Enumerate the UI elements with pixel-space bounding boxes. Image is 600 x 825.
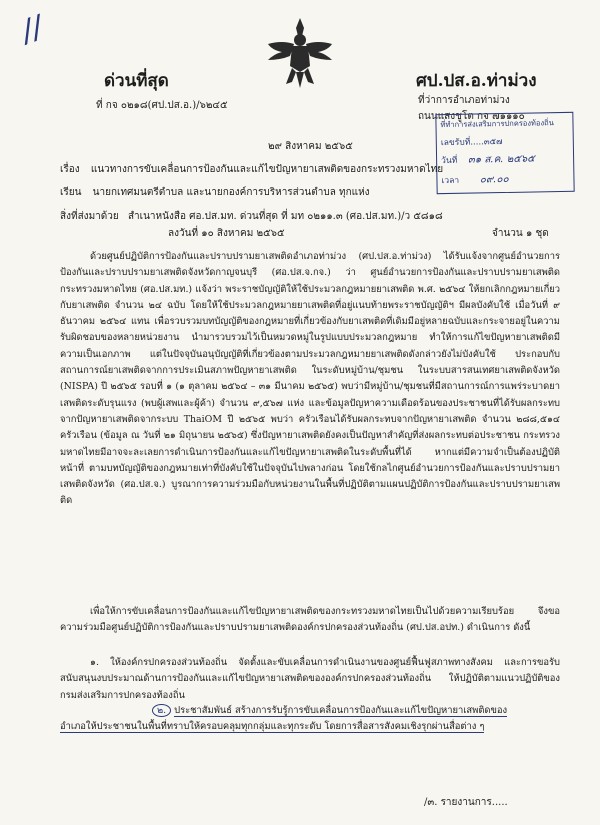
sender-org: ศป.ปส.อ.ท่าม่วง — [416, 71, 537, 91]
subject-text: แนวทางการขับเคลื่อนการป้องกันและแก้ไขปัญหายาเสพติดของกระทรวงมหาดไทย — [90, 164, 444, 175]
body-paragraph-2 — [60, 604, 560, 637]
stamp-time-value: ๐๙.๐๐ — [479, 173, 509, 186]
recipient-text: นายกเทศมนตรีตำบล และนายกองค์การบริหารส่วนตำบล ทุกแห่ง — [92, 187, 370, 198]
document-date: ๒๙ สิงหาคม ๒๕๖๕ — [268, 141, 353, 152]
subject-line — [60, 163, 443, 176]
address-line-2: ถนนแสงชูโต กจ ๗๑๑๑๐ — [418, 111, 525, 122]
stamp-date-label: วันที่ — [441, 155, 458, 167]
item-2-first-line: ประชาสัมพันธ์ สร้างการรับรู้การขับเคลื่อนการป้องกันและแก้ไขปัญหายาเสพติดของ — [174, 705, 508, 716]
reference-line — [60, 210, 443, 223]
reference-quantity: จำนวน ๑ ชุด — [492, 228, 549, 239]
list-item-1 — [60, 655, 560, 704]
paragraph-2-text: เพื่อให้การขับเคลื่อนการป้องกันและแก้ไขปัญหายาเสพติดของกระทรวงมหาดไทยเป็นไปด้วยความเรียบร้อย จึงขอความร่วมมือศูนย์ปฏิบัติการป้องกันและปราบปรามยาเสพติดองค์กรปกครองส่วนท้องถิ่น (ศป.ปส.อปท.) ดำเนินการ ดังนี้ — [60, 606, 560, 634]
subject-label: เรื่อง — [60, 164, 80, 175]
stamp-received-number: เลขรับที่.....๓๕๗ — [440, 137, 503, 149]
stamp-date — [441, 151, 535, 168]
item-2-second-line: อำเภอให้ประชาชนในพื้นที่ทราบให้ครอบคลุมทุกกลุ่มและทุกระดับ โดยการสื่อสารสังคมเชิงรุกผ่านสื่อต่าง ๆ — [60, 721, 485, 733]
urgency-label: ด่วนที่สุด — [104, 71, 169, 91]
reference-text: สำเนาหนังสือ ศอ.ปส.มท. ด่วนที่สุด ที่ มท ๐๒๑๑.๓ (ศอ.ปส.มท.)/ว ๕๘๑๘ — [127, 211, 443, 222]
reference-label: สิ่งที่ส่งมาด้วย — [60, 211, 119, 222]
item-2-number: ๒. — [152, 704, 171, 717]
page-continuation: /๓. รายงานการ..... — [424, 797, 508, 808]
handwritten-mark: // — [16, 9, 48, 50]
reference-date: ลงวันที่ ๑๐ สิงหาคม ๒๕๖๕ — [168, 228, 285, 239]
receiving-stamp — [435, 112, 574, 194]
stamp-date-value: ๓๑ ส.ค. ๒๕๖๕ — [467, 153, 535, 166]
item-1-text: ๑. ให้องค์กรปกครองส่วนท้องถิ่น จัดตั้งและขับเคลื่อนการดำเนินงานของศูนย์ฟื้นฟูสภาพทางสังคม และการขอรับสนับสนุนงบประมาณด้านการป้องกันและแก้ไขปัญหายาเสพติดขององค์กรปกครองส่วนท้องถิ่น ให้ปฏิบัติตามแนวปฏิบัติของกรมส่งเสริมการปกครองท้องถิ่น — [60, 657, 560, 701]
stamp-title: ที่ทำการส่งเสริมการปกครองท้องถิ่น — [440, 118, 554, 130]
list-item-2 — [60, 703, 560, 736]
address-line-1: ที่ว่าการอำเภอท่าม่วง — [418, 95, 510, 106]
item-2-line-2 — [60, 719, 560, 735]
item-2-line-1 — [60, 703, 560, 719]
garuda-emblem — [262, 14, 338, 90]
stamp-time — [441, 172, 508, 188]
recipient-line — [60, 186, 370, 199]
document-number: ที่ กจ ๐๒๑๘(ศป.ปส.อ.)/๖๒๔๕ — [96, 100, 228, 111]
body-paragraph-1 — [60, 249, 560, 510]
recipient-label: เรียน — [60, 187, 82, 198]
stamp-time-label: เวลา — [441, 175, 460, 187]
paragraph-1-text: ด้วยศูนย์ปฏิบัติการป้องกันและปราบปรามยาเสพติดอำเภอท่าม่วง (ศป.ปส.อ.ท่าม่วง) ได้รับแจ้งจากศูนย์อำนวยการป้องกันและปราบปรามยาเสพติดจังหวัดกาญจนบุรี (ศอ.ปส.จ.กจ.) ว่า ศูนย์อำนวยการป้องกันและปราบปรามยาเสพติดกระทรวงมหาดไทย (ศอ.ปส.มท.) แจ้งว่า พระราชบัญญัติให้ใช้ประมวลกฎหมายยาเสพติด พ.ศ. ๒๕๖๔ ให้ยกเลิกกฎหมายเกี่ยวกับยาเสพติด จำนวน ๒๔ ฉบับ โดยให้ใช้ประมวลกฎหมายยาเสพติดที่อยู่แนบท้ายพระราชบัญญัติฯ มีผลบังคับใช้ เมื่อวันที่ ๙ ธันวาคม ๒๕๖๔ แทน เพื่อรวบรวมบทบัญญัติของกฎหมายที่เกี่ยวข้องกับยาเสพติดที่เดิมมีอยู่หลายฉบับและกระจายอยู่ในความรับผิดชอบของหลายหน่วยงาน นำมารวบรวมไว้เป็นหมวดหมู่ในรูปแบบประมวลกฎหมาย ทำให้การแก้ไขปัญหายาเสพติดมีความเป็นเอกภาพ แต่ในปัจจุบันอนุบัญญัติที่เกี่ยวข้องตามประมวลกฎหมายยาเสพติดดังกล่าวยังไม่บังคับใช้ ประกอบกับสถานการณ์ยาเสพติดจากการประเมินสภาพปัญหายาเสพติด ในระดับหมู่บ้าน/ชุมชน ในระบบสารสนเทศยาเสพติดจังหวัด (NISPA) ปี ๒๕๖๕ รอบที่ ๑ (๑ ตุลาคม ๒๕๖๔ – ๓๑ มีนาคม ๒๕๖๕) พบว่ามีหมู่บ้าน/ชุมชนที่มีสถานการณ์การแพร่ระบาดยาเสพติดระดับรุนแรง (พบผู้เสพและผู้ค้า) จำนวน ๙,๕๖๗ แห่ง และข้อมูลปัญหาความเดือดร้อนของประชาชนที่ได้รับผลกระทบจากปัญหายาเสพติดจากระบบ ThaiOM ปี ๒๕๖๕ พบว่า ครัวเรือนได้รับผลกระทบจากปัญหายาเสพติด จำนวน ๒๘๘,๕๑๔ ครัวเรือน (ข้อมูล ณ วันที่ ๒๑ มิถุนายน ๒๕๖๕) ซึ่งปัญหายาเสพติดยังคงเป็นปัญหาสำคัญที่ส่งผลกระทบต่อประชาชน กระทรวงมหาดไทยมีอาจจะละเลยการดำเนินการป้องกันและแก้ไขปัญหายาเสพติดในระดับพื้นที่ได้ หากแต่มีความจำเป็นต้องปฏิบัติหน้าที่ ตามบทบัญญัติของกฎหมายเท่าที่บังคับใช้ในปัจจุบันไปพลางก่อน โดยใช้กลไกศูนย์อำนวยการป้องกันและปราบปรามยาเสพติดจังหวัด (ศอ.ปส.จ.) บูรณาการความร่วมมือกับหน่วยงานในพื้นที่ปฏิบัติตามแผนปฏิบัติการป้องกันและปราบปรามยาเสพติด — [60, 251, 560, 507]
